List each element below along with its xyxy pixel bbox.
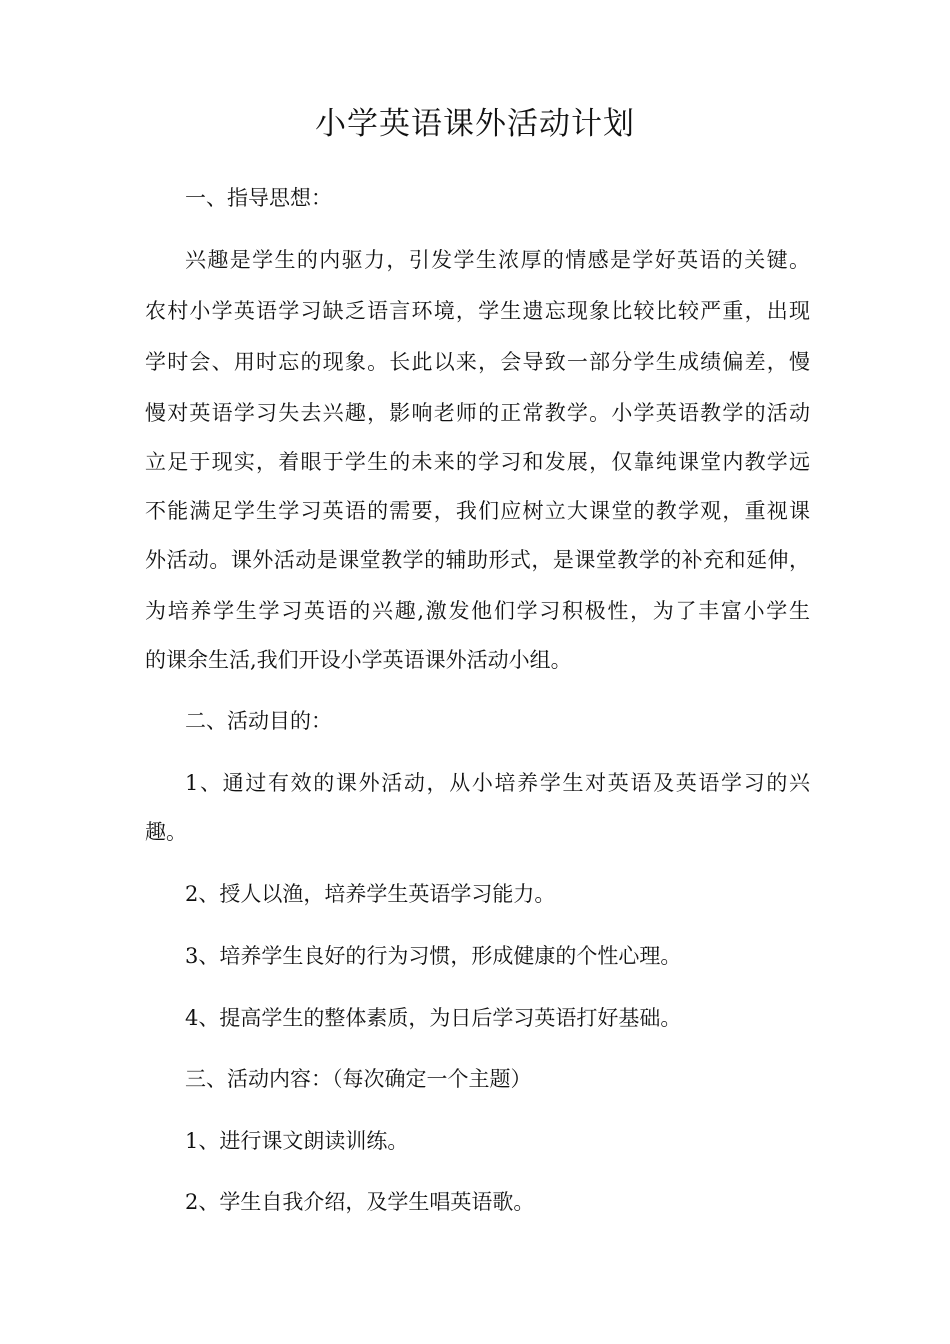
goal-item-4: 4、提高学生的整体素质，为日后学习英语打好基础。: [185, 1006, 682, 1030]
paragraph-line-3: 学时会、用时忘的现象。长此以来，会导致一部分学生成绩偏差，慢: [145, 350, 810, 374]
section-2-heading: 二、活动目的：: [185, 709, 332, 733]
paragraph-line-4: 慢对英语学习失去兴趣，影响老师的正常教学。小学英语教学的活动: [145, 401, 810, 425]
section-3-heading: 三、活动内容：（每次确定一个主题）: [185, 1067, 532, 1091]
goal-item-1-line-2: 趣。: [145, 820, 187, 844]
content-item-1: 1、进行课文朗读训练。: [185, 1129, 409, 1153]
paragraph-line-9: 的课余生活,我们开设小学英语课外活动小组。: [145, 648, 572, 672]
paragraph-line-7: 外活动。课外活动是课堂教学的辅助形式，是课堂教学的补充和延伸，: [145, 548, 810, 572]
document-title: 小学英语课外活动计划: [315, 106, 635, 142]
paragraph-line-1: 兴趣是学生的内驱力，引发学生浓厚的情感是学好英语的关键。: [185, 248, 810, 272]
paragraph-line-6: 不能满足学生学习英语的需要，我们应树立大课堂的教学观，重视课: [145, 499, 810, 523]
paragraph-line-5: 立足于现实，着眼于学生的未来的学习和发展，仅靠纯课堂内教学远: [145, 450, 810, 474]
goal-item-2: 2、授人以渔，培养学生英语学习能力。: [185, 882, 556, 906]
goal-item-1-line-1: 1、通过有效的课外活动，从小培养学生对英语及英语学习的兴: [185, 771, 810, 795]
goal-item-3: 3、培养学生良好的行为习惯，形成健康的个性心理。: [185, 944, 682, 968]
content-item-2: 2、学生自我介绍，及学生唱英语歌。: [185, 1190, 535, 1214]
paragraph-line-8: 为培养学生学习英语的兴趣,激发他们学习积极性，为了丰富小学生: [145, 599, 810, 623]
paragraph-line-2: 农村小学英语学习缺乏语言环境，学生遗忘现象比较比较严重，出现: [145, 299, 810, 323]
section-1-heading: 一、指导思想：: [185, 186, 332, 210]
